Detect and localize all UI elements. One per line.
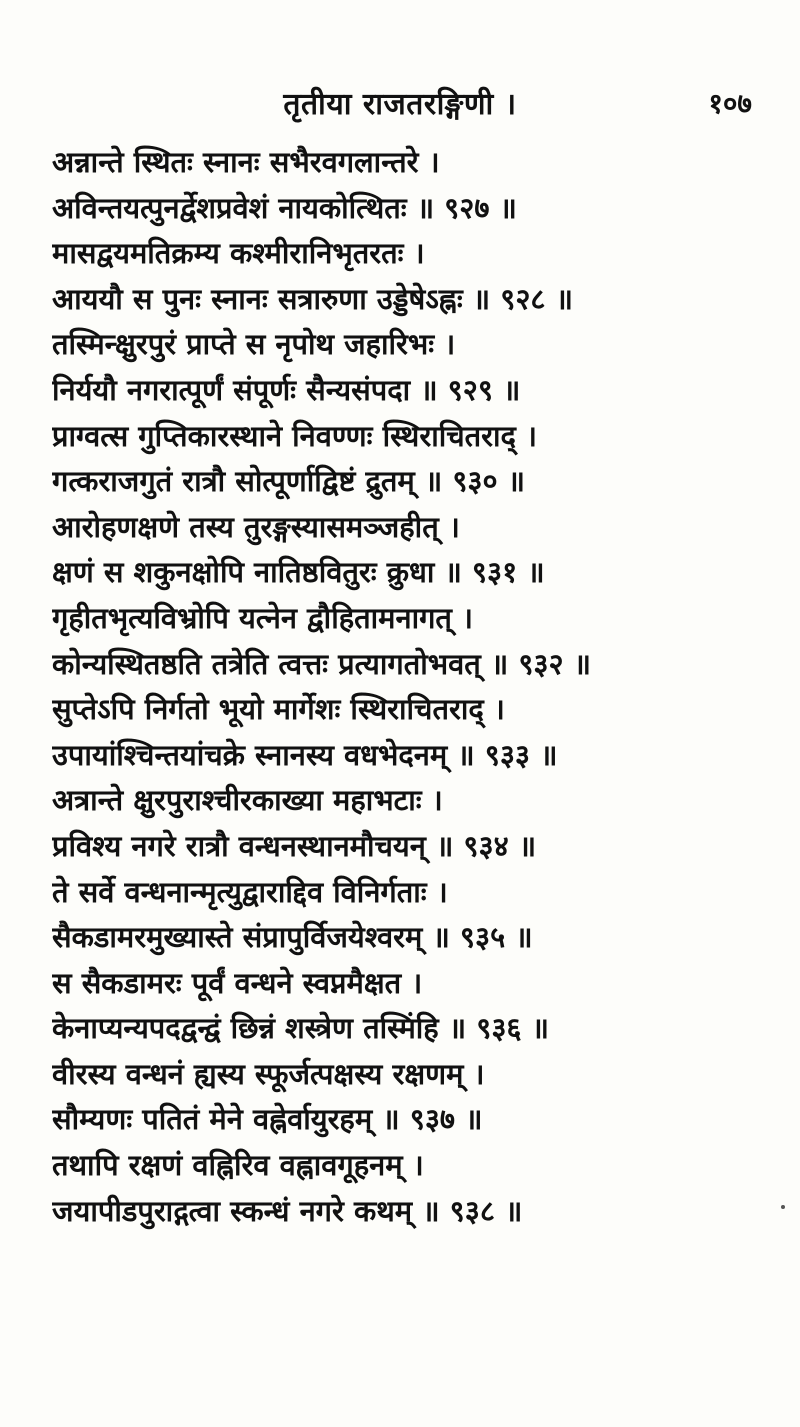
verse-line: सुप्तेऽपि निर्गतो भूयो मार्गेशः स्थिराचितराद् । <box>52 692 505 727</box>
verse-line: सौम्यणः पतितं मेने वह्नेर्वायुरहम् ॥ ९३७ ॥ <box>52 1102 483 1137</box>
verse-line: वीरस्य वन्धनं ह्यस्य स्फूर्जत्पक्षस्य रक्षणम् । <box>52 1056 485 1091</box>
verse-line: जयापीडपुराद्गत्वा स्कन्धं नगरे कथम् ॥ ९३८ ॥ <box>52 1193 523 1228</box>
verse-line: मासद्वयमतिक्रम्य कश्मीरानिभृतरतः । <box>52 236 425 271</box>
verse-line: ते सर्वे वन्धनान्मृत्युद्वाराद्दिव विनिर्गताः । <box>52 874 448 909</box>
verse-line: प्रविश्य नगरे रात्रौ वन्धनस्थानमौचयन् ॥ ९३४ ॥ <box>52 828 537 863</box>
verse-line: उपायांश्चिन्तयांचक्रे स्नानस्य वधभेदनम् ॥ ९३३ ॥ <box>52 737 558 772</box>
verse-line: केनाप्यन्यपदद्वन्द्वं छिन्नं शस्त्रेण तस्मिंहि ॥ ९३६ ॥ <box>52 1011 549 1046</box>
verse-line: अन्नान्ते स्थितः स्नानः सभैरवगलान्तरे । <box>52 145 440 179</box>
verse-line: अत्रान्ते क्षुरपुराश्चीरकाख्या महाभटाः । <box>52 783 443 818</box>
verse-line: आरोहणक्षणे तस्य तुरङ्गस्यासमञ्जहीत् । <box>52 509 460 544</box>
verse-line: क्षणं स शकुनक्षोपि नातिष्ठवितुरः क्रुधा ॥ ९३१ ॥ <box>52 555 545 590</box>
verse-block <box>52 140 772 1234</box>
verse-line: निर्ययौ नगरात्पूर्णं संपूर्णः सैन्यसंपदा ॥ ९२९ ॥ <box>52 372 521 407</box>
running-title: तृतीया राजतरङ्गिणी । <box>283 87 517 122</box>
verse-line: तथापि रक्षणं वह्निरिव वह्नावगूहनम् । <box>52 1148 424 1183</box>
verse-line: गृहीतभृत्यविभ्रोपि यत्नेन द्वौहितामनागत् । <box>52 600 474 635</box>
verse-line: सैकडामरमुख्यास्ते संप्रापुर्विजयेश्वरम् ॥ ९३५ ॥ <box>52 920 533 955</box>
verse-line: स सैकडामरः पूर्वं वन्धने स्वप्नमैक्षत । <box>52 965 423 1000</box>
verse-line: तस्मिन्क्षुरपुरं प्राप्ते स नृपोथ जहारिभः । <box>52 327 456 362</box>
verse-line: प्राग्वत्स गुप्तिकारस्थाने निवण्णः स्थिराचितराद् । <box>52 418 538 453</box>
verse-line: आययौ स पुनः स्नानः सत्रारुणा उड्डेषेऽह्नः ॥ ९२८ ॥ <box>52 281 573 316</box>
ink-speck <box>781 1205 785 1209</box>
page-number: १०७ <box>708 87 752 120</box>
verse-line: कोन्यस्थितष्ठति तत्रेति त्वत्तः प्रत्यागतोभवत् ॥ ९३२ ॥ <box>52 646 592 681</box>
verse-line: गत्कराजगुतं रात्रौ सोत्पूर्णाद्विष्टं द्रुतम् ॥ ९३० ॥ <box>52 464 526 499</box>
page-header <box>0 82 800 122</box>
verse-line: अविन्तयत्पुनर्द्वेशप्रवेशं नायकोत्थितः ॥ ९२७ ॥ <box>52 190 517 225</box>
